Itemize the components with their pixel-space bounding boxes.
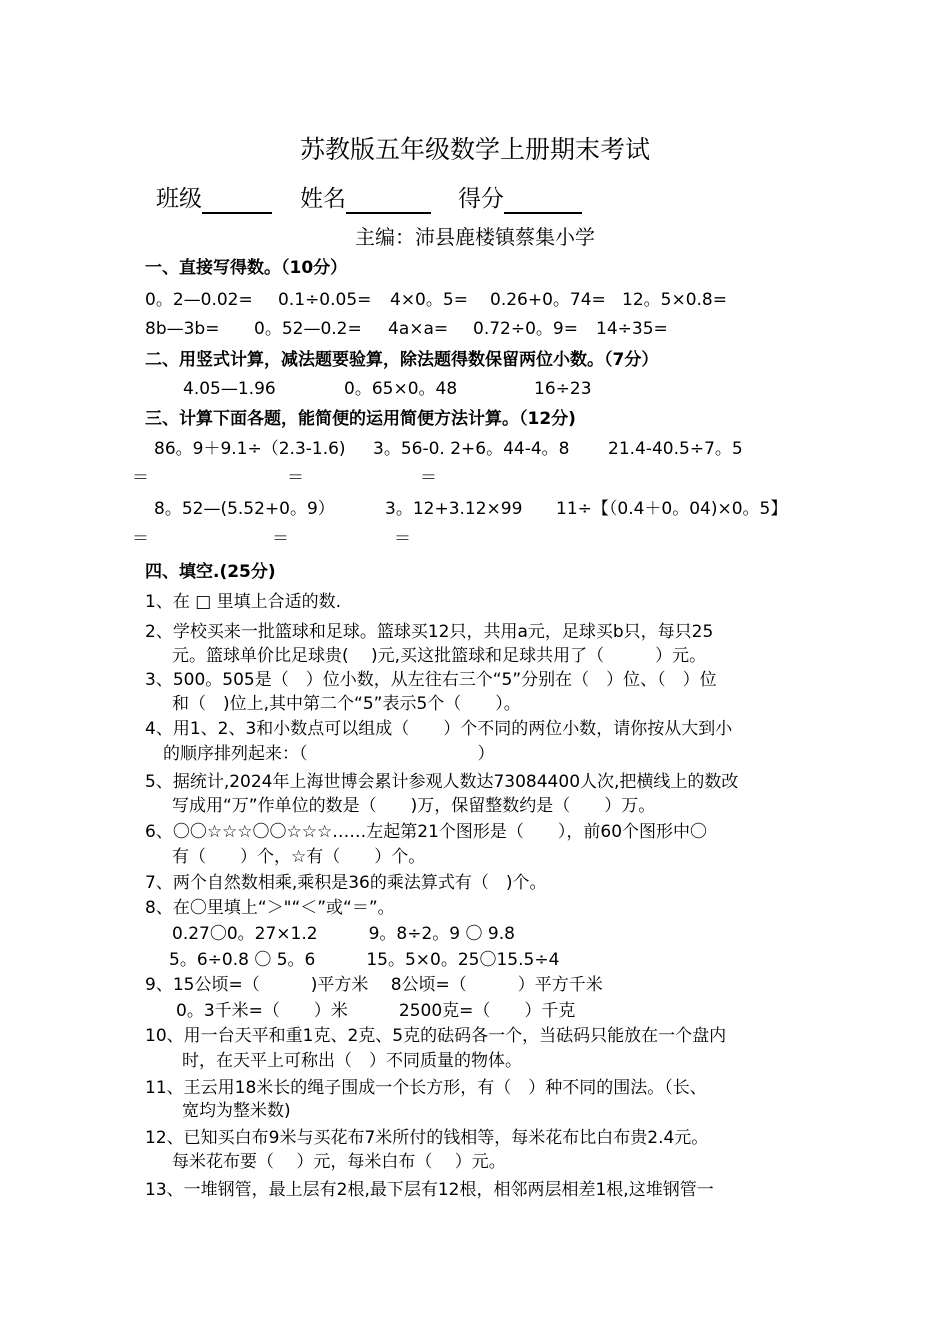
score-blank [504, 190, 582, 214]
problem: 0.26+0。74= [490, 290, 606, 310]
problem: 16÷23 [534, 379, 592, 399]
problem: 8。52—(5.52+0。9） [154, 499, 335, 519]
equals-sign: ＝ [132, 468, 149, 488]
fill-line: 每米花布要（ ）元，每米白布（ ）元。 [172, 1152, 506, 1172]
problem: 21.4-40.5÷7。5 [608, 439, 743, 459]
problem: 0。65×0。48 [344, 379, 458, 399]
name-blank [346, 190, 431, 214]
problem: 3。12+3.12×99 [385, 499, 523, 519]
fill-line: 0.27〇0。27×1.2 9。8÷2。9 〇 9.8 [172, 924, 515, 944]
problem: 11÷【（0.4＋0。04)×0。5】 [556, 499, 788, 519]
fill-line: 9、15公顷=（ )平方米 8公顷=（ ）平方千米 [145, 975, 603, 995]
section-4-heading: 四、填空.(25分) [145, 562, 276, 582]
equals-sign: ＝ [420, 468, 437, 488]
class-field [156, 184, 272, 214]
name-field [300, 184, 431, 214]
fill-line: 4、用1、2、3和小数点可以组成（ ）个不同的两位小数，请你按从大到小 [145, 719, 733, 739]
problem: 4a×a= [388, 319, 449, 339]
problem: 12。5×0.8= [622, 290, 727, 310]
section-1-heading: 一、直接写得数。（10分） [145, 258, 348, 278]
fill-line: 有（ ）个，☆有（ ）个。 [172, 847, 426, 867]
fill-line: 8、在〇里填上“＞"“＜”或“＝”。 [145, 898, 395, 918]
problem: 0.72÷0。9= [473, 319, 578, 339]
problem: 0。2—0.02= [145, 290, 253, 310]
problem: 4.05—1.96 [183, 379, 276, 399]
fill-line: 宽均为整米数) [182, 1101, 291, 1121]
equals-sign: ＝ [394, 529, 411, 549]
fill-line: 10、用一台天平和重1克、2克、5克的砝码各一个，当砝码只能放在一个盘内 [145, 1026, 727, 1046]
fill-line: 5。6÷0.8 〇 5。6 15。5×0。25〇15.5÷4 [169, 950, 560, 970]
problem: 0。52—0.2= [254, 319, 362, 339]
fill-line: 7、两个自然数相乘,乘积是36的乘法算式有（ )个。 [145, 873, 547, 893]
fill-line: 时，在天平上可称出（ ）不同质量的物体。 [182, 1051, 522, 1071]
name-label: 姓名 [300, 186, 346, 212]
problem: 0.1÷0.05= [278, 290, 372, 310]
problem: 86。9＋9.1÷（2.3-1.6) [154, 439, 346, 459]
fill-line: 6、〇〇☆☆☆〇〇☆☆☆……左起第21个图形是（ ），前60个图形中〇 [145, 822, 708, 842]
fill-line: 写成用“万”作单位的数是（ )万，保留整数约是（ ）万。 [172, 796, 656, 816]
fill-line: 2、学校买来一批篮球和足球。篮球买12只，共用a元，足球买b只，每只25 [145, 622, 714, 642]
fill-line: 的顺序排列起来：（ ） [163, 744, 495, 764]
problem: 4×0。5= [390, 290, 468, 310]
class-blank [202, 190, 272, 214]
fill-line: 5、据统计,2024年上海世博会累计参观人数达73084400人次,把横线上的数改 [145, 772, 739, 792]
equals-sign: ＝ [272, 529, 289, 549]
score-field [458, 184, 582, 214]
fill-line: 1、在 □ 里填上合适的数. [145, 592, 342, 612]
exam-title: 苏教版五年级数学上册期末考试 [299, 135, 650, 164]
fill-line: 和（ )位上,其中第二个“5”表示5个（ ）。 [172, 694, 521, 714]
section-2-heading: 二、用竖式计算，减法题要验算，除法题得数保留两位小数。（7分） [145, 350, 659, 370]
equals-sign: ＝ [132, 529, 149, 549]
class-label: 班级 [156, 186, 202, 212]
fill-line: 3、500。505是（ ）位小数，从左往右三个“5”分别在（ ）位、（ ）位 [145, 670, 717, 690]
fill-line: 元。篮球单价比足球贵( )元,买这批篮球和足球共用了（ ）元。 [172, 646, 707, 666]
score-label: 得分 [458, 186, 504, 212]
equals-sign: ＝ [287, 468, 304, 488]
problem: 3。56-0. 2+6。44-4。8 [373, 439, 570, 459]
problem: 8b—3b= [145, 319, 220, 339]
editor-line: 主编：沛县鹿楼镇蔡集小学 [355, 225, 595, 249]
problem: 14÷35= [596, 319, 668, 339]
section-3-heading: 三、计算下面各题，能简便的运用简便方法计算。（12分) [145, 409, 576, 429]
fill-line: 12、已知买白布9米与买花布7米所付的钱相等，每米花布比白布贵2.4元。 [145, 1128, 709, 1148]
fill-line: 13、一堆钢管，最上层有2根,最下层有12根，相邻两层相差1根,这堆钢管一 [145, 1180, 714, 1200]
fill-line: 11、王云用18米长的绳子围成一个长方形，有（ ）种不同的围法。（长、 [145, 1078, 707, 1098]
fill-line: 0。3千米=（ ）米 2500克=（ ）千克 [176, 1001, 576, 1021]
